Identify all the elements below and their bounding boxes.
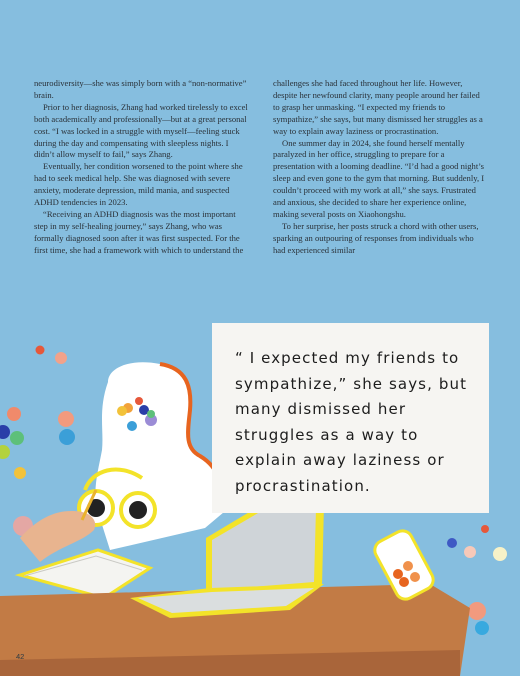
article-body — [34, 78, 488, 257]
pull-quote: “ I expected my friends to sympathize,” she says, but many dismissed her struggles as a way to explain away laziness or procrastination. — [235, 349, 468, 495]
article-column-left — [34, 78, 249, 257]
pull-quote-box — [212, 323, 489, 513]
paragraph: neurodiversity—she was simply born with a “non-normative” brain. — [34, 78, 247, 100]
person-silhouette — [95, 362, 224, 550]
page-number: 42 — [16, 652, 25, 661]
paragraph: Prior to her diagnosis, Zhang had worked tirelessly to excel both academically and professionally—but at a great personal cost. “I was locked in a struggle with myself—feeling stuck during the day and compensating with sleepless nights. I didn’t allow myself to fail,” says Zhang. — [34, 101, 248, 160]
paragraph: challenges she had faced throughout her life. However, despite her newfound clarity, many people around her failed to grasp her unmasking. “I expected my friends to sympathize,” she says, but many dismissed her struggles as a way to explain away laziness or procrastination. — [273, 78, 483, 136]
paragraph: Eventually, her condition worsened to the point where she had to seek medical help. She was diagnosed with severe anxiety, moderate depression, mild mania, and suspected ADHD tendencies in 2023. — [34, 161, 243, 208]
paragraph: To her surprise, her posts struck a chord with other users, sparking an outpouring of responses from individuals who had experienced similar — [273, 220, 479, 255]
article-column-right — [273, 78, 488, 257]
paragraph: One summer day in 2024, she found herself mentally paralyzed in her office, struggling to prepare for a presentation with a looming deadline. “I’d had a good night’s sleep and even gone to the gym that morning. But suddenly, I couldn’t proceed with my work at all,” she says. Frustrated and anxious, she decided to share her experience online, making several posts on Xiaohongshu. — [273, 137, 485, 219]
paragraph: “Receiving an ADHD diagnosis was the most important step in my self-healing journey,” says Zhang, who was formally diagnosed soon after it was first suspected. For the first time, she had a framework with which to understand the — [34, 208, 244, 255]
